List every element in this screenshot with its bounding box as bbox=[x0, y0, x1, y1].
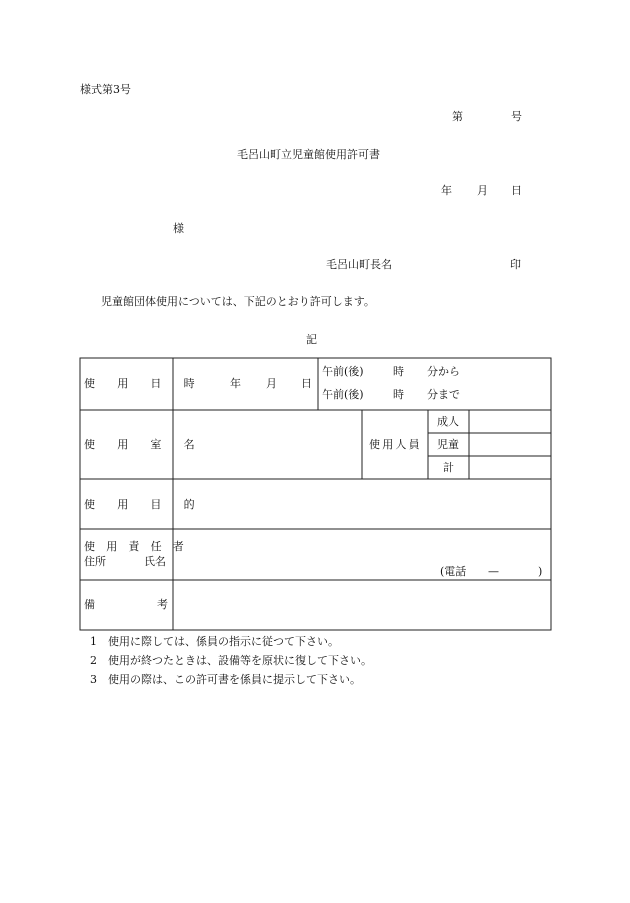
note-number-3: 3 bbox=[90, 673, 97, 686]
body-text: 児童館団体使用については、下記のとおり許可します。 bbox=[101, 295, 375, 308]
document-title: 毛呂山町立児童館使用許可書 bbox=[237, 148, 380, 161]
date-year-label: 年 bbox=[441, 184, 452, 197]
label-person-name: 氏名 bbox=[144, 555, 166, 568]
label-room-name: 使 用 室 名 bbox=[84, 438, 204, 451]
label-remarks-left: 備 bbox=[84, 598, 95, 611]
phone-open: (電話 bbox=[440, 565, 467, 578]
label-total: 計 bbox=[443, 461, 454, 474]
note-text-3: 使用の際は、この許可書を係員に提示して下さい。 bbox=[108, 673, 361, 686]
phone-dash: — bbox=[488, 565, 499, 578]
end-ampm-label: 午前(後) bbox=[322, 388, 364, 401]
form-number: 様式第3号 bbox=[80, 83, 131, 96]
start-ampm-label: 午前(後) bbox=[322, 365, 364, 378]
end-minute-label: 分まで bbox=[427, 388, 460, 401]
date-month-label: 月 bbox=[477, 184, 488, 197]
start-hour-label: 時 bbox=[393, 365, 404, 378]
number-go: 号 bbox=[511, 110, 522, 123]
note-text-1: 使用に際しては、係員の指示に従つて下さい。 bbox=[108, 635, 339, 648]
number-dai: 第 bbox=[452, 110, 463, 123]
label-adult: 成人 bbox=[437, 415, 459, 428]
label-responsible-person: 使 用 責 任 者 bbox=[84, 540, 188, 553]
issuer-name: 毛呂山町長名 bbox=[326, 258, 392, 271]
label-remarks-right: 考 bbox=[157, 598, 168, 611]
label-usage-datetime: 使 用 日 時 bbox=[84, 377, 204, 390]
note-text-2: 使用が終つたときは、設備等を原状に復して下さい。 bbox=[108, 654, 372, 667]
phone-close: ) bbox=[538, 565, 543, 578]
label-number-of-users: 使用人員 bbox=[369, 438, 422, 451]
end-hour-label: 時 bbox=[393, 388, 404, 401]
addressee-sama: 様 bbox=[173, 222, 184, 235]
label-address: 住所 bbox=[84, 555, 106, 568]
usage-year-label: 年 bbox=[230, 377, 241, 390]
start-minute-label: 分から bbox=[427, 365, 460, 378]
note-number-2: 2 bbox=[90, 654, 97, 667]
seal-mark: 印 bbox=[510, 258, 521, 271]
label-usage-purpose: 使 用 目 的 bbox=[84, 498, 204, 511]
usage-day-label: 日 bbox=[301, 377, 312, 390]
ki-heading: 記 bbox=[306, 333, 317, 346]
usage-month-label: 月 bbox=[266, 377, 277, 390]
note-number-1: 1 bbox=[90, 635, 97, 648]
label-child: 児童 bbox=[437, 438, 459, 451]
date-day-label: 日 bbox=[511, 184, 522, 197]
table-border bbox=[80, 358, 551, 630]
